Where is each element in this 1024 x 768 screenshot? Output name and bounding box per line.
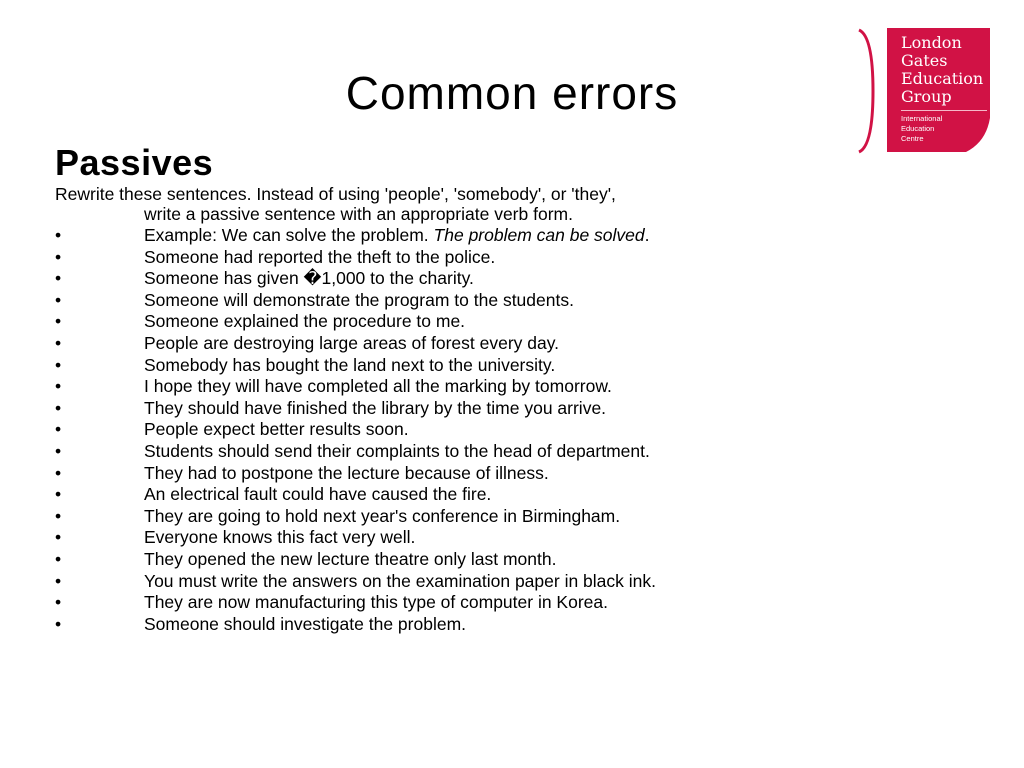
sentence: Someone will demonstrate the program to the students. bbox=[144, 289, 574, 310]
sentence: They are now manufacturing this type of computer in Korea. bbox=[144, 592, 608, 613]
list-item bbox=[55, 527, 656, 549]
sentence: Everyone knows this fact very well. bbox=[144, 527, 416, 548]
list-item bbox=[55, 463, 656, 485]
logo-sub-line: Education bbox=[901, 124, 935, 133]
example-item bbox=[55, 225, 656, 247]
sentence: They are going to hold next year's conference in Birmingham. bbox=[144, 505, 621, 526]
sentence: Somebody has bought the land next to the university. bbox=[144, 354, 556, 375]
example-answer: The problem can be solved bbox=[433, 225, 645, 245]
bullet: • bbox=[55, 548, 62, 569]
logo-bracket-icon bbox=[855, 28, 877, 154]
list-item bbox=[55, 268, 656, 290]
bullet: • bbox=[55, 592, 62, 613]
bullet: • bbox=[55, 225, 62, 245]
list-item bbox=[55, 247, 656, 269]
sentence: An electrical fault could have caused the fire. bbox=[144, 484, 492, 505]
logo-name-line: Education bbox=[901, 69, 984, 88]
sentence: They had to postpone the lecture because of illness. bbox=[144, 462, 549, 483]
list-item bbox=[55, 290, 656, 312]
instructions bbox=[55, 184, 955, 224]
sentence: They should have finished the library by the time you arrive. bbox=[144, 397, 607, 418]
bullet: • bbox=[55, 462, 62, 483]
sentence: Someone has given �1,000 to the charity. bbox=[144, 268, 474, 289]
list-item bbox=[55, 549, 656, 571]
bullet: • bbox=[55, 332, 62, 353]
sentence: Students should send their complaints to the head of department. bbox=[144, 440, 650, 461]
sentence: People are destroying large areas of forest every day. bbox=[144, 332, 560, 353]
sentence: They opened the new lecture theatre only last month. bbox=[144, 548, 557, 569]
bullet: • bbox=[55, 505, 62, 526]
bullet: • bbox=[55, 527, 62, 548]
bullet: • bbox=[55, 484, 62, 505]
list-item bbox=[55, 571, 656, 593]
logo-sub-line: International bbox=[901, 114, 943, 123]
logo-corner-shape-icon bbox=[956, 118, 990, 152]
bullet: • bbox=[55, 570, 62, 591]
list-item bbox=[55, 311, 656, 333]
logo-divider bbox=[901, 110, 987, 111]
sentence: Someone should investigate the problem. bbox=[144, 613, 467, 634]
instructions-line-2: write a passive sentence with an appropriate verb form. bbox=[144, 204, 573, 224]
bullet: • bbox=[55, 246, 62, 267]
bullet: • bbox=[55, 613, 62, 634]
list-item bbox=[55, 484, 656, 506]
bullet: • bbox=[55, 354, 62, 375]
list-item bbox=[55, 333, 656, 355]
logo bbox=[887, 28, 990, 152]
sentence: People expect better results soon. bbox=[144, 419, 409, 440]
bullet: • bbox=[55, 440, 62, 461]
example-prefix: Example: We can solve the problem. bbox=[144, 225, 434, 245]
list-item bbox=[55, 614, 656, 636]
list-item bbox=[55, 592, 656, 614]
example-suffix: . bbox=[644, 225, 650, 245]
list-item bbox=[55, 441, 656, 463]
section-title: Passives bbox=[55, 142, 214, 183]
bullet: • bbox=[55, 376, 62, 397]
bullet: • bbox=[55, 419, 62, 440]
bullet: • bbox=[55, 268, 62, 289]
logo-sub-line: Centre bbox=[901, 134, 924, 143]
logo-name bbox=[901, 34, 983, 106]
logo-name-line: Gates bbox=[901, 51, 948, 70]
logo-subtitle bbox=[901, 114, 942, 144]
list-item bbox=[55, 355, 656, 377]
sentence: You must write the answers on the examination paper in black ink. bbox=[144, 570, 656, 591]
instructions-line-1: Rewrite these sentences. Instead of using 'people', 'somebody', or 'they', bbox=[55, 184, 616, 204]
sentence: Someone had reported the theft to the police. bbox=[144, 246, 496, 267]
slide-title: Common errors bbox=[345, 67, 679, 119]
bullet: • bbox=[55, 311, 62, 332]
bullet: • bbox=[55, 289, 62, 310]
list-item bbox=[55, 419, 656, 441]
list-item bbox=[55, 506, 656, 528]
list-item bbox=[55, 398, 656, 420]
exercise-list bbox=[55, 225, 656, 635]
sentence: Someone explained the procedure to me. bbox=[144, 311, 466, 332]
sentence: I hope they will have completed all the marking by tomorrow. bbox=[144, 376, 612, 397]
bullet: • bbox=[55, 397, 62, 418]
list-item bbox=[55, 376, 656, 398]
logo-name-line: Group bbox=[901, 87, 952, 106]
logo-name-line: London bbox=[901, 33, 962, 52]
